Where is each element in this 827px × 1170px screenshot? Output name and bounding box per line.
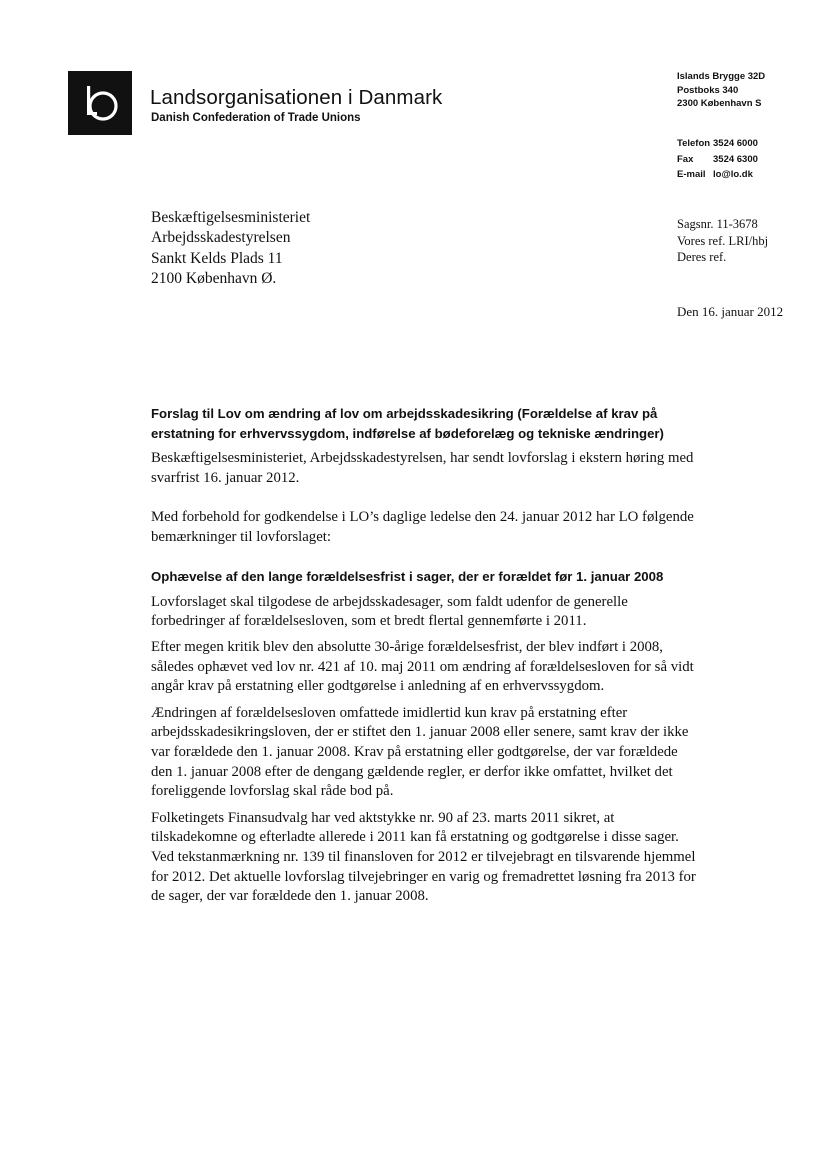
recipient-line: 2100 København Ø. [151, 269, 277, 287]
your-reference: Deres ref. [677, 250, 727, 264]
letter-body [151, 404, 696, 907]
lo-logo-mark [68, 71, 132, 135]
our-reference: Vores ref. LRI/hbj [677, 233, 769, 248]
case-number: Sagsnr. 11-3678 [677, 217, 758, 231]
address-street: Islands Brygge 32D [677, 71, 766, 82]
reference-block [677, 216, 768, 266]
recipient-address [151, 208, 310, 289]
body-paragraph-2: Efter megen kritik blev den absolutte 30-årige forældelsesfrist, der blev indført i 2008, således ophævet ved lov nr. 421 af 10. maj 2011 om ændring af forældelsesloven for så vidt angår krav på erstatning eller godtgørelse i anledning af en erhvervssygdom. [151, 639, 694, 695]
fax-number: 3524 6300 [713, 153, 758, 165]
subject-heading: Forslag til Lov om ændring af lov om arbejdsskadesikring (Forældelse af krav på erstatning for erhvervssygdom, indførelse af bødeforelæg og tekniske ændringer) [151, 406, 664, 441]
address-block [677, 70, 765, 111]
lo-logo [68, 71, 132, 135]
recipient-line: Beskæftigelsesministeriet [151, 209, 311, 226]
recipient-line: Sankt Kelds Plads 11 [151, 249, 283, 267]
address-pobox: Postboks 340 [677, 84, 739, 96]
address-city: 2300 København S [677, 98, 762, 109]
body-paragraph-4: Folketingets Finansudvalg har ved aktstykke nr. 90 af 23. marts 2011 sikret, at tilskadekomne og efterladte allerede i 2011 kan få erstatning og godtgørelse i disse sager. Ved tekstanmærkning nr. 139 til finansloven for 2012 er tilvejebragt en tilsvarende hjemmel for 2012. Det aktuelle lovforslag tilvejebringer en varig og fremadrettet løsning fra 2013 for de sager, der var forældede den 1. januar 2008. [151, 809, 696, 905]
org-name-english: Danish Confederation of Trade Unions [151, 112, 361, 124]
fax-row [677, 152, 758, 168]
fax-label: Fax [677, 153, 694, 165]
phone-label: Telefon [677, 138, 711, 149]
phone-row [677, 136, 758, 152]
recipient-line: Arbejdsskadestyrelsen [151, 229, 291, 247]
reservation-paragraph: Med forbehold for godkendelse i LO’s daglige ledelse den 24. januar 2012 har LO følgende bemærkninger til lovforslaget: [151, 509, 694, 545]
letter-date: Den 16. januar 2012 [677, 304, 784, 319]
email-address: lo@lo.dk [713, 169, 753, 180]
phone-number: 3524 6000 [713, 138, 758, 149]
body-paragraph-3: Ændringen af forældelsesloven omfattede imidlertid kun krav på erstatning efter arbejdsskadesikringsloven, der er stiftet den 1. januar 2008 eller senere, samt krav der ikke var forældede den 1. januar 2008. Krav på erstatning eller godtgørelse, der var forældede den 1. januar 2008 efter de dengang gældende regler, er derfor ikke omfattet, hvilket det foreliggende lovforslag skal råde bod på. [151, 704, 689, 800]
email-row [677, 167, 758, 183]
org-name: Landsorganisationen i Danmark [150, 86, 443, 109]
intro-paragraph: Beskæftigelsesministeriet, Arbejdsskadestyrelsen, har sendt lovforslag i ekstern høring med svarfrist 16. januar 2012. [151, 450, 694, 486]
contact-block [677, 136, 758, 183]
email-label: E-mail [677, 169, 706, 180]
section-heading: Ophævelse af den lange forældelsesfrist i sager, der er forældet før 1. januar 2008 [151, 569, 664, 585]
body-paragraph-1: Lovforslaget skal tilgodese de arbejdsskadesager, som faldt udenfor de generelle forbedringer af forældelsesloven, som et bredt flertal gennemførte i 2011. [151, 593, 628, 630]
